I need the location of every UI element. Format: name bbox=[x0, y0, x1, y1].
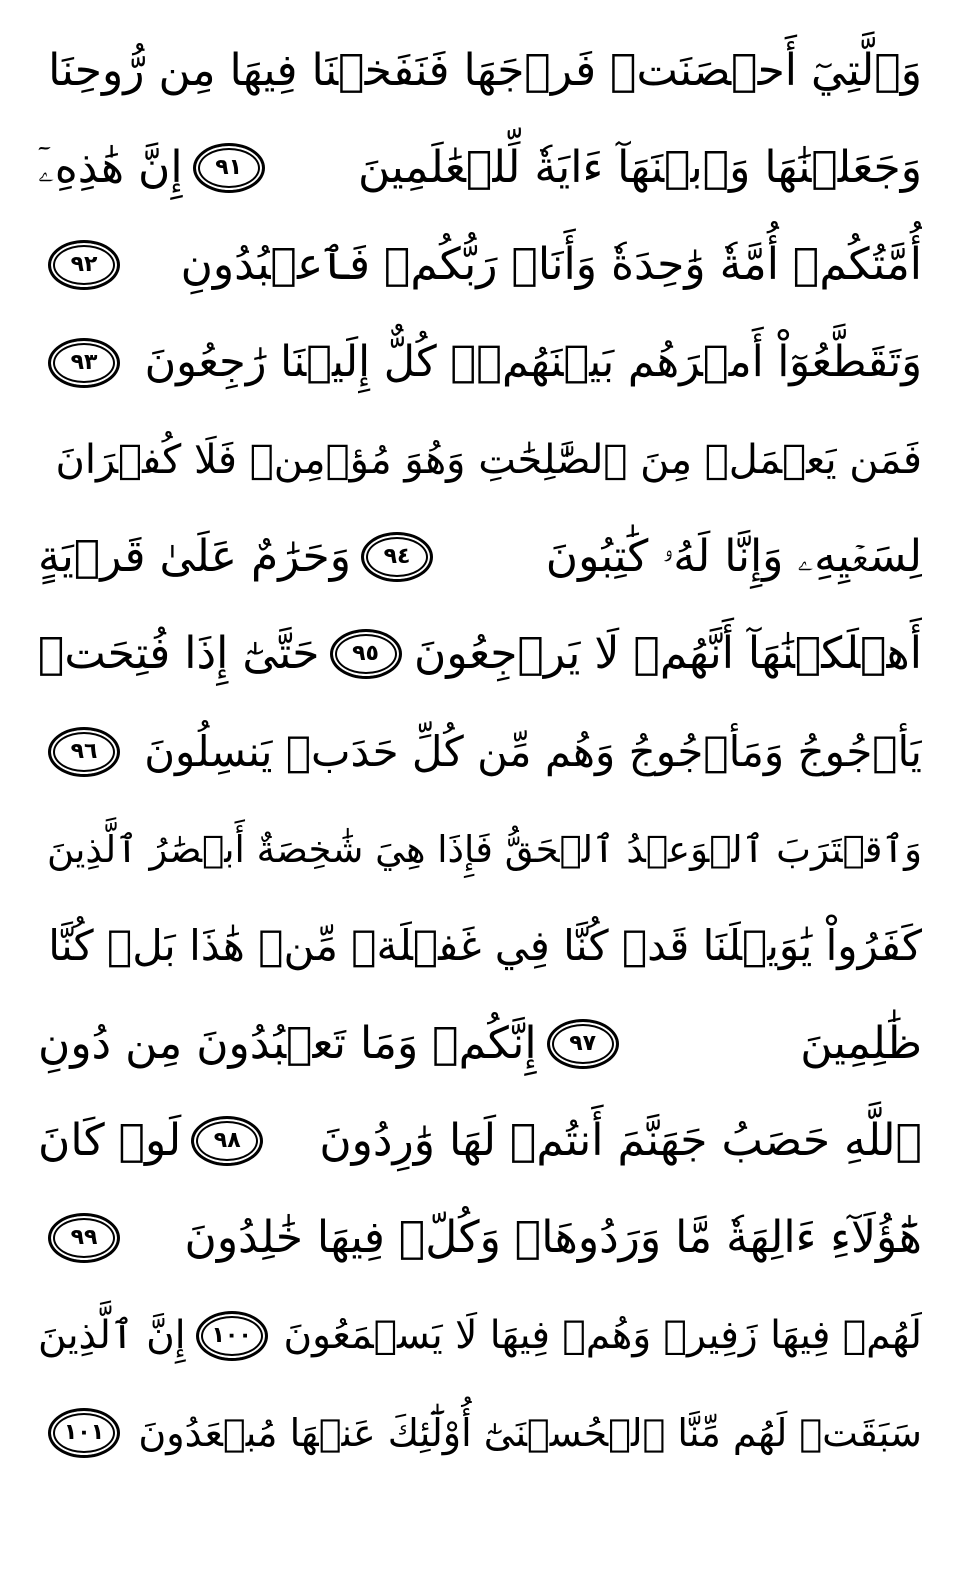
verse-text: لِسَعۡيِهِۦ وَإِنَّا لَهُۥ كَٰتِبُونَ bbox=[545, 531, 922, 583]
text-line bbox=[38, 508, 922, 605]
ayah-number-marker: ٩٩ bbox=[48, 1213, 120, 1263]
verse-text: لَهُمۡ فِيهَا زَفِيرٞ وَهُمۡ فِيهَا لَا يَسۡمَعُونَ bbox=[283, 1313, 922, 1358]
ayah-number-marker: ٩٧ bbox=[547, 1019, 619, 1069]
text-line bbox=[38, 314, 922, 411]
verse-text: ظَٰلِمِينَ bbox=[800, 1017, 922, 1069]
verse-text: لَوۡ كَانَ bbox=[38, 1114, 182, 1166]
ayah-number-marker: ١٠١ bbox=[48, 1408, 120, 1458]
verse-text: يَأۡجُوجُ وَمَأۡجُوجُ وَهُم مِّن كُلِّ حَدَبٖ يَنسِلُونَ bbox=[144, 726, 922, 776]
text-line bbox=[38, 22, 922, 119]
text-line bbox=[38, 217, 922, 314]
text-line bbox=[38, 606, 922, 703]
ayah-number-marker: ٩٥ bbox=[330, 629, 402, 679]
text-line bbox=[38, 1190, 922, 1287]
text-line bbox=[38, 411, 922, 508]
text-line bbox=[38, 703, 922, 800]
verse-text: فَمَن يَعۡمَلۡ مِنَ ٱلصَّٰلِحَٰتِ وَهُوَ مُؤۡمِنٞ فَلَا كُفۡرَانَ bbox=[55, 436, 922, 483]
text-line bbox=[38, 119, 922, 216]
verse-text: وَجَعَلۡنَٰهَا وَٱبۡنَهَآ ءَايَةٗ لِّلۡعَٰلَمِينَ bbox=[358, 141, 922, 193]
verse-text: كَفَرُواْ يَٰوَيۡلَنَا قَدۡ كُنَّا فِي غَفۡلَةٖ مِّنۡ هَٰذَا بَلۡ كُنَّا bbox=[48, 921, 922, 971]
text-line bbox=[38, 995, 922, 1092]
ayah-number-marker: ٩٣ bbox=[48, 338, 120, 388]
verse-text: إِنَّ هَٰذِهِۦٓ bbox=[38, 141, 183, 193]
verse-text: وَتَقَطَّعُوٓاْ أَمۡرَهُم بَيۡنَهُمۡۖ كُلٌّ إِلَيۡنَا رَٰجِعُونَ bbox=[144, 337, 922, 388]
text-line bbox=[38, 1092, 922, 1189]
verse-text: حَتَّىٰٓ إِذَا فُتِحَتۡ bbox=[38, 628, 320, 680]
verse-text: وَحَرَٰمٌ عَلَىٰ قَرۡيَةٍ bbox=[38, 531, 351, 583]
ayah-number-marker: ٩٦ bbox=[48, 727, 120, 777]
text-line bbox=[38, 800, 922, 897]
verse-text: إِنَّ ٱلَّذِينَ bbox=[38, 1313, 186, 1358]
verse-text: سَبَقَتۡ لَهُم مِّنَّا ٱلۡحُسۡنَىٰٓ أُوْلَٰٓئِكَ عَنۡهَا مُبۡعَدُونَ bbox=[138, 1410, 922, 1455]
text-line bbox=[38, 1287, 922, 1384]
ayah-number-marker: ٩٤ bbox=[361, 532, 433, 582]
verse-text: وَٱقۡتَرَبَ ٱلۡوَعۡدُ ٱلۡحَقُّ فَإِذَا هِيَ شَٰخِصَةٌ أَبۡصَٰرُ ٱلَّذِينَ bbox=[46, 827, 922, 871]
verse-text: ٱللَّهِ حَصَبُ جَهَنَّمَ أَنتُمۡ لَهَا وَٰرِدُونَ bbox=[319, 1114, 922, 1166]
verse-text: أُمَّتُكُمۡ أُمَّةٗ وَٰحِدَةٗ وَأَنَا۠ رَبُّكُمۡ فَٱعۡبُدُونِ bbox=[180, 239, 922, 291]
verse-text: إِنَّكُمۡ وَمَا تَعۡبُدُونَ مِن دُونِ bbox=[38, 1017, 537, 1069]
ayah-number-marker: ١٠٠ bbox=[196, 1311, 268, 1361]
ayah-number-marker: ٩٨ bbox=[191, 1116, 263, 1166]
text-line bbox=[38, 1384, 922, 1481]
verse-text: أَهۡلَكۡنَٰهَآ أَنَّهُمۡ لَا يَرۡجِعُونَ bbox=[414, 628, 922, 680]
text-line bbox=[38, 898, 922, 995]
verse-text: هَٰٓؤُلَآءِ ءَالِهَةٗ مَّا وَرَدُوهَاۖ وَكُلّٞ فِيهَا خَٰلِدُونَ bbox=[184, 1212, 922, 1264]
ayah-number-marker: ٩٢ bbox=[48, 240, 120, 290]
ayah-number-marker: ٩١ bbox=[193, 143, 265, 193]
verse-text: وَٱلَّتِيٓ أَحۡصَنَتۡ فَرۡجَهَا فَنَفَخۡنَا فِيهَا مِن رُّوحِنَا bbox=[48, 44, 922, 96]
